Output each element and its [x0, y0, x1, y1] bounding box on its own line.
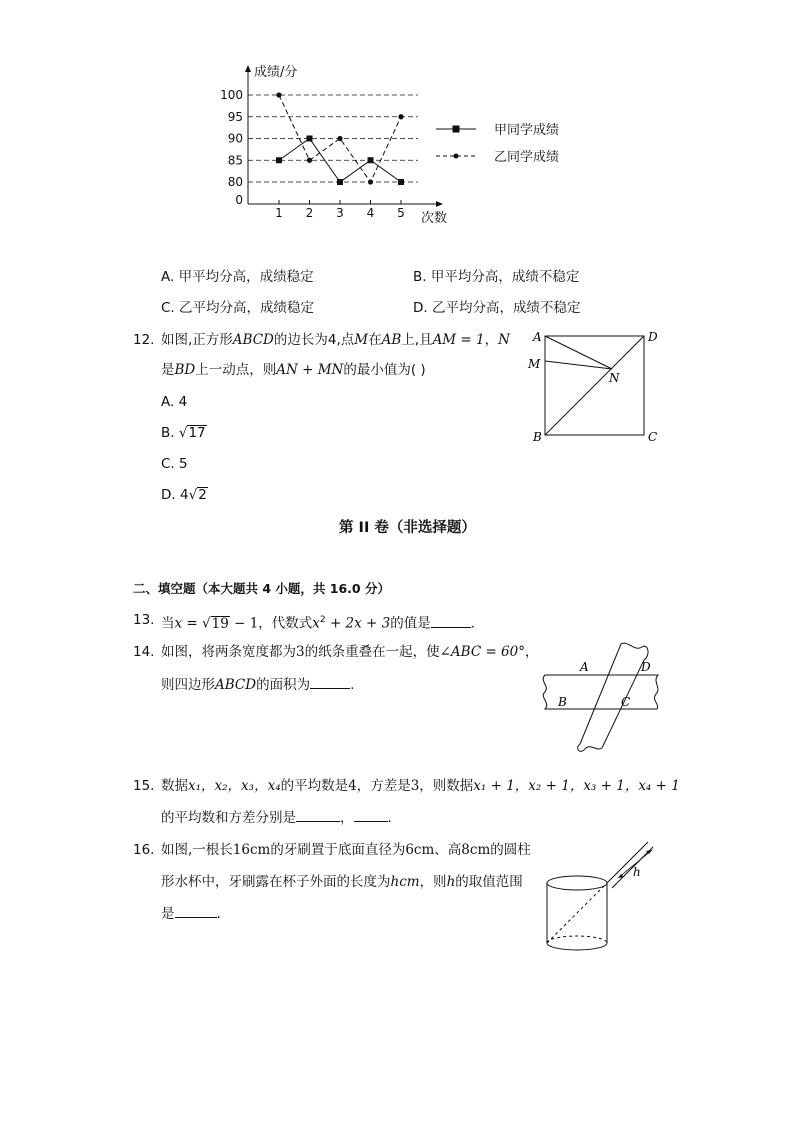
- q12-label-a: A: [533, 330, 542, 344]
- legend-label-jia: 甲同学成绩: [494, 123, 560, 138]
- q12-option-b[interactable]: B. √17: [161, 425, 206, 441]
- y-tick-labels: [220, 88, 243, 207]
- x-tick-5: 5: [397, 206, 405, 220]
- q16-answer-blank[interactable]: [175, 904, 217, 918]
- q16-line1: 如图,一根长16cm的牙刷置于底面直径为6cm、高8cm的圆柱: [161, 842, 531, 858]
- series-0-point-1: [276, 157, 282, 163]
- section-title: 第 II 卷（非选择题）: [339, 520, 476, 536]
- x-tick-1: 1: [275, 206, 283, 220]
- q16-number: 16.: [133, 842, 155, 858]
- legend-marker-yi: [454, 154, 459, 159]
- q12-option-c[interactable]: C. 5: [161, 456, 188, 472]
- q14-label-a: A: [580, 660, 589, 674]
- q15-mean-blank[interactable]: [296, 808, 340, 822]
- series-1-point-1: [276, 92, 281, 97]
- q15-number: 15.: [133, 778, 155, 794]
- legend-label-yi: 乙同学成绩: [494, 150, 560, 165]
- legend-marker-jia: [453, 126, 460, 133]
- q16-cylinder-figure: [540, 836, 665, 958]
- q12-label-d: D: [648, 330, 658, 344]
- series-0-point-5: [398, 179, 404, 185]
- y-tick-85: 85: [227, 153, 243, 168]
- x-tick-labels: [275, 200, 405, 220]
- q14-paper-strips-figure: [533, 640, 668, 755]
- q14-line2: 则四边形ABCD的面积为 .: [161, 677, 355, 693]
- y-tick-80: 80: [227, 175, 243, 189]
- q16-line3: 是 .: [161, 906, 221, 922]
- q12-option-d[interactable]: D. 4√2: [161, 487, 207, 503]
- q12-number: 12.: [133, 332, 155, 348]
- series-0-point-2: [307, 136, 313, 142]
- y-tick-0: 0: [235, 193, 243, 207]
- series-1-point-3: [337, 136, 342, 141]
- q14-label-b: B: [558, 695, 567, 709]
- q12-label-c: C: [648, 430, 658, 444]
- q11-option-c[interactable]: C. 乙平均分高，成绩稳定: [161, 300, 315, 316]
- x-tick-2: 2: [305, 206, 314, 220]
- q11-option-d[interactable]: D. 乙平均分高，成绩不稳定: [413, 300, 581, 316]
- chart-gridlines: [248, 95, 418, 182]
- q14-number: 14.: [133, 644, 155, 660]
- y-tick-95: 95: [227, 109, 243, 124]
- q14-label-c: C: [621, 695, 631, 709]
- q15-line1: 数据x₁，x₂，x₃，x₄的平均数是4，方差是3，则数据x₁ + 1，x₂ + 1，x₃ + 1，x₄ + 1: [161, 778, 680, 794]
- q16-line2: 形水杯中，牙刷露在杯子外面的长度为hcm，则h的取值范围: [161, 874, 523, 890]
- series-1-point-4: [368, 179, 373, 184]
- series-0-point-3: [337, 179, 343, 185]
- x-axis-label: 次数: [421, 211, 448, 226]
- q12-label-n: N: [609, 371, 620, 385]
- q12-line1: 如图,正方形ABCD的边长为4,点M在AB上,且AM = 1，N: [161, 332, 510, 348]
- fill-blank-heading: 二、填空题（本大题共 4 小题，共 16.0 分）: [133, 581, 390, 596]
- q14-answer-blank[interactable]: [310, 675, 350, 689]
- q13-text: 当x = √19 − 1，代数式$x^2 + 2x + 3$的值是 .: [161, 615, 476, 632]
- q12-option-a[interactable]: A. 4: [161, 394, 188, 410]
- q11-option-a[interactable]: A. 甲平均分高，成绩稳定: [161, 269, 314, 285]
- score-line-chart: [200, 55, 600, 230]
- q12-square-figure: [525, 325, 665, 447]
- q14-line1: 如图，将两条宽度都为3的纸条重叠在一起，使∠ABC = 60°，: [161, 644, 539, 660]
- q13-answer-blank[interactable]: [431, 614, 471, 628]
- y-axis-label: 成绩/分: [254, 65, 298, 80]
- q16-label-h: h: [633, 865, 641, 879]
- series-0-point-4: [368, 157, 374, 163]
- y-tick-90: 90: [227, 131, 243, 146]
- q15-variance-blank[interactable]: [354, 808, 388, 822]
- q12-line2: 是BD上一动点，则AN + MN的最小值为( ): [161, 362, 426, 378]
- q13-number: 13.: [133, 612, 155, 628]
- series-1-point-2: [307, 158, 312, 163]
- q11-option-b[interactable]: B. 甲平均分高，成绩不稳定: [413, 269, 580, 285]
- q14-label-d: D: [641, 660, 651, 674]
- q15-line2: 的平均数和方差分别是 ， .: [161, 810, 392, 826]
- series-1-point-5: [398, 114, 403, 119]
- y-tick-100: 100: [220, 88, 243, 102]
- x-tick-4: 4: [366, 206, 375, 220]
- x-tick-3: 3: [336, 206, 344, 220]
- q12-label-b: B: [533, 430, 542, 444]
- q12-label-m: M: [528, 357, 541, 371]
